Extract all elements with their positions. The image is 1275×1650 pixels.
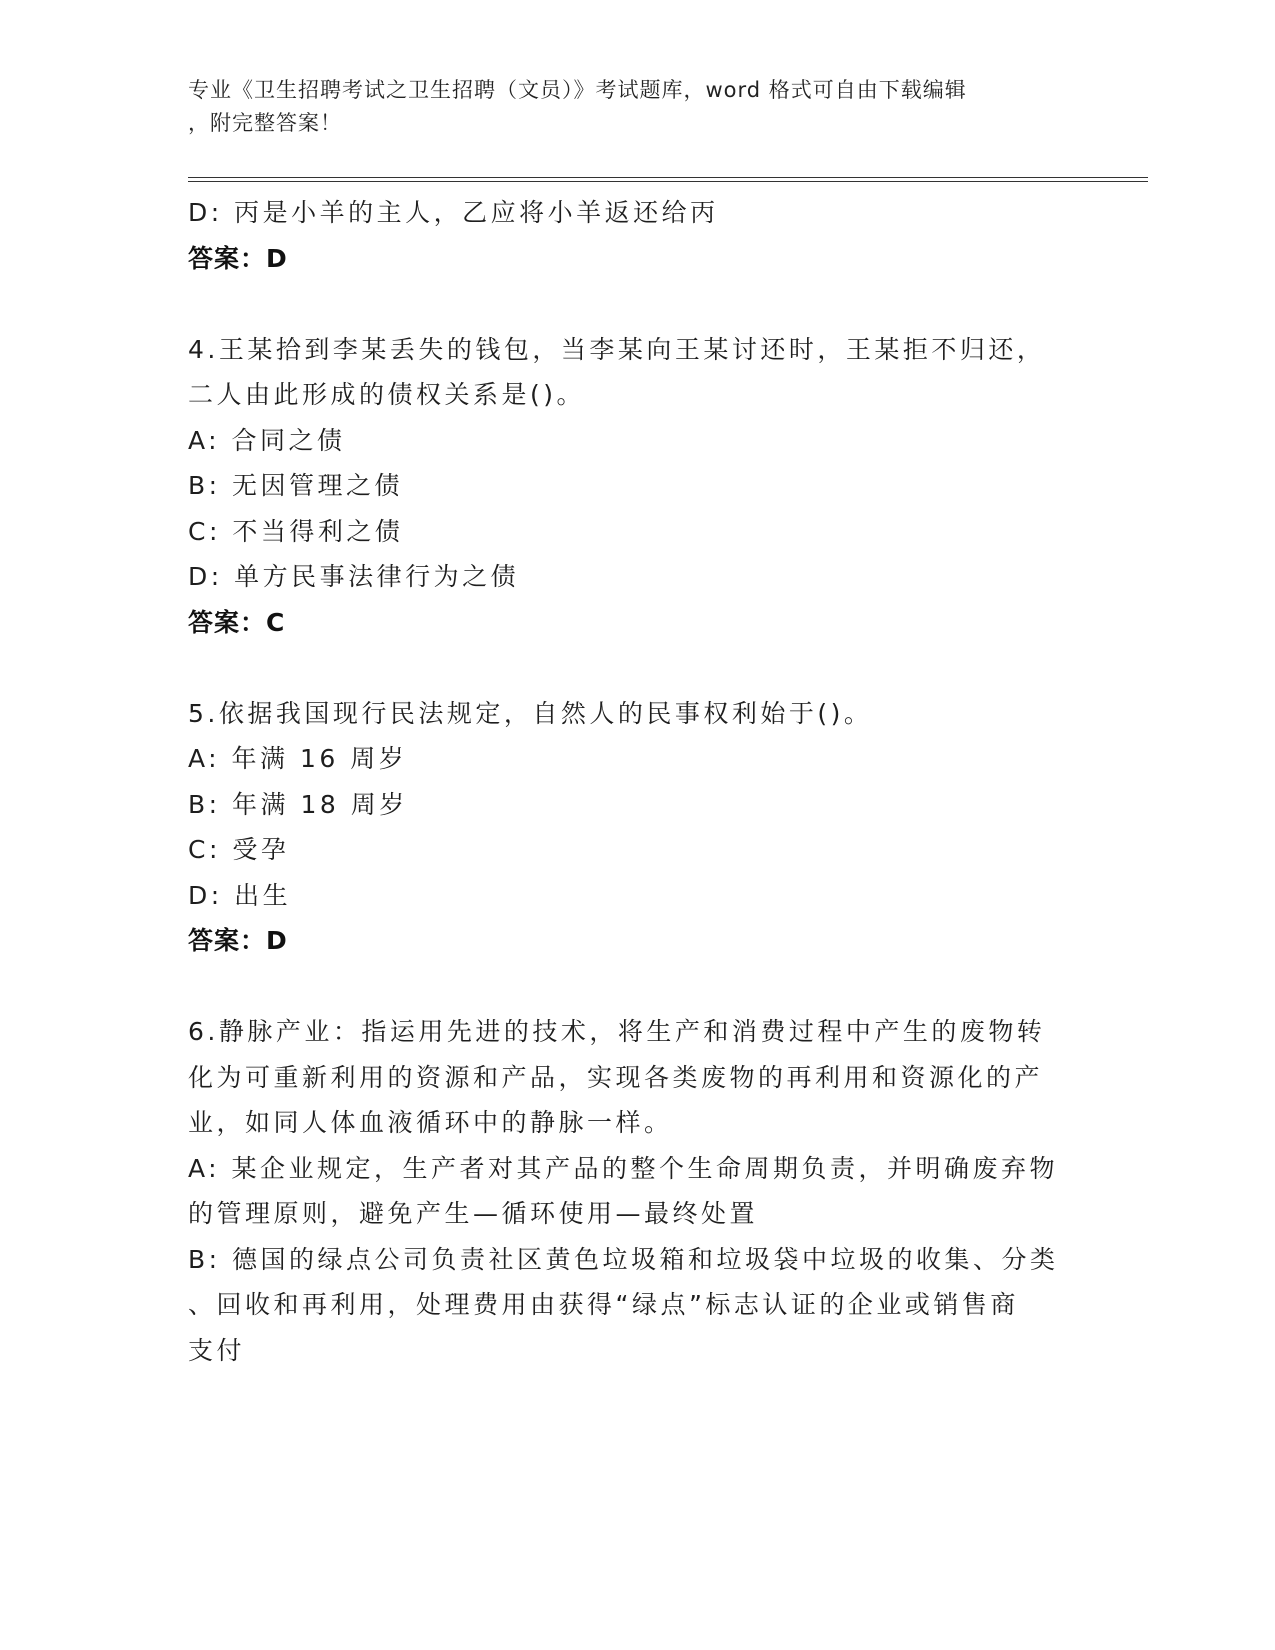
question-6: [188, 1009, 1068, 1373]
answer-label: 答案：D: [188, 243, 288, 273]
option-d: D: 出生: [188, 880, 292, 910]
question-4: [188, 327, 1068, 646]
header-line-2: ，附完整答案！: [188, 111, 342, 135]
document-body: [188, 190, 1068, 1373]
option-a: A: 年满 16 周岁: [188, 744, 408, 773]
question-5: [188, 691, 1068, 964]
answer-label: 答案：D: [188, 926, 288, 955]
header-divider-bottom: [188, 181, 1148, 182]
spacer: [188, 645, 1068, 691]
question-stem: 化为可重新利用的资源和产品，实现各类废物的再利用和资源化的产: [188, 1062, 1044, 1092]
header-line-1: 专业《卫生招聘考试之卫生招聘（文员）》考试题库，word 格式可自由下载编辑: [188, 78, 967, 102]
question-3-tail: [188, 190, 1068, 281]
question-stem: 业，如同人体血液循环中的静脉一样。: [188, 1108, 673, 1137]
option-a-continued: 的管理原则，避免产生—循环使用—最终处置: [188, 1199, 759, 1228]
question-stem: 二人由此形成的债权关系是()。: [188, 380, 586, 409]
spacer: [188, 281, 1068, 327]
question-stem: 4.王某拾到李某丢失的钱包，当李某向王某讨还时，王某拒不归还，: [188, 334, 1046, 364]
option-b: B: 无因管理之债: [188, 471, 404, 500]
spacer: [188, 964, 1068, 1010]
option-b: B: 年满 18 周岁: [188, 789, 408, 819]
option-a: A: 合同之债: [188, 425, 346, 455]
header-divider-top: [188, 177, 1148, 178]
option-d: D: 单方民事法律行为之债: [188, 562, 520, 591]
answer-label: 答案：C: [188, 607, 286, 637]
option-b-continued: 、回收和再利用，处理费用由获得“绿点”标志认证的企业或销售商: [188, 1290, 1019, 1319]
option-b: B: 德国的绿点公司负责社区黄色垃圾箱和垃圾袋中垃圾的收集、分类: [188, 1244, 1059, 1274]
option-a: A: 某企业规定，生产者对其产品的整个生命周期负责，并明确废弃物: [188, 1153, 1059, 1183]
question-stem: 5.依据我国现行民法规定，自然人的民事权利始于()。: [188, 698, 873, 728]
option-c: C: 不当得利之债: [188, 516, 404, 546]
document-header: [188, 74, 1068, 140]
option-c: C: 受孕: [188, 835, 290, 864]
option-d: D: 丙是小羊的主人，乙应将小羊返还给丙: [188, 198, 719, 227]
question-stem: 6.静脉产业：指运用先进的技术，将生产和消费过程中产生的废物转: [188, 1017, 1046, 1046]
option-b-continued: 支付: [188, 1335, 246, 1365]
